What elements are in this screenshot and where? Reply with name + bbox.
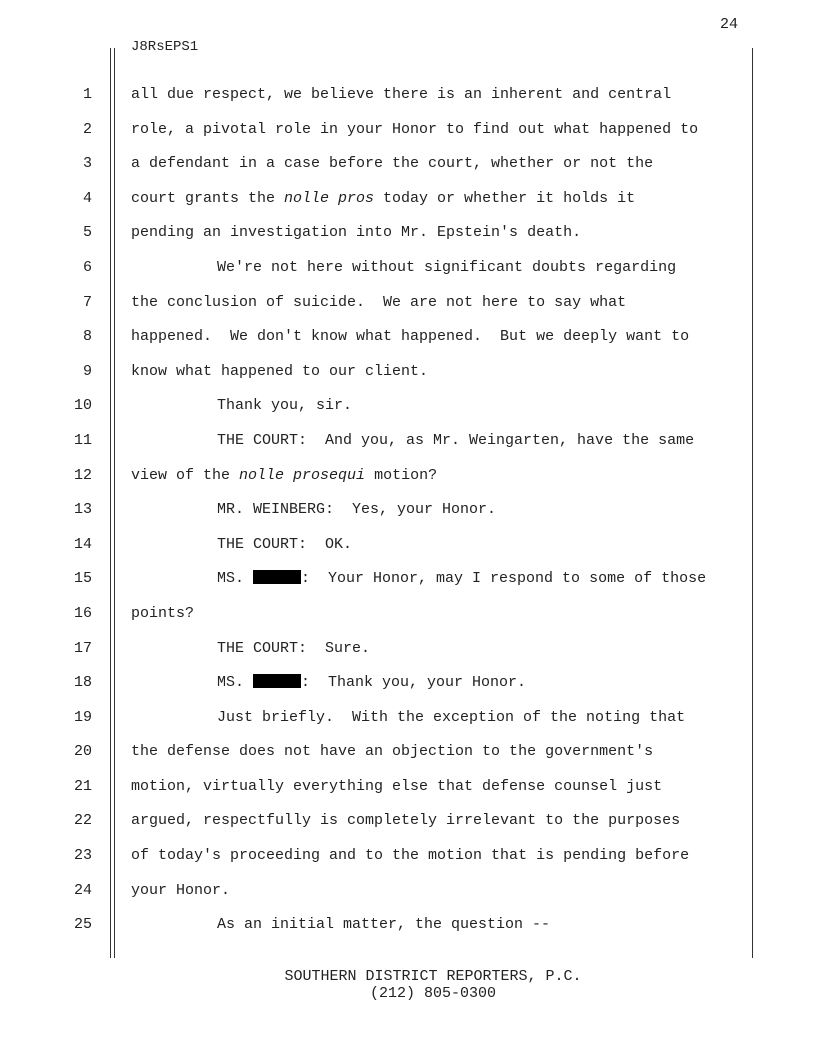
text-run: Thank you, sir.	[217, 397, 353, 415]
line-text	[131, 601, 194, 627]
transcript-line	[0, 670, 816, 705]
text-run: view of the	[131, 466, 240, 484]
line-text	[131, 670, 526, 696]
transcript-line	[0, 255, 816, 290]
line-number: 21	[73, 777, 92, 795]
line-text	[131, 463, 437, 489]
page-number: 24	[719, 16, 738, 33]
transcript-line	[0, 601, 816, 636]
transcript-line	[0, 497, 816, 532]
transcript-line	[0, 808, 816, 843]
line-number: 20	[73, 743, 92, 761]
text-run: today or whether it holds it	[374, 189, 636, 207]
footer-phone: (212) 805-0300	[369, 985, 497, 1002]
line-number: 23	[73, 847, 92, 865]
transcript-line	[0, 774, 816, 809]
transcript-line	[0, 220, 816, 255]
text-run: : Thank you, your Honor.	[301, 674, 527, 692]
line-number: 25	[73, 916, 92, 934]
line-text	[131, 428, 694, 454]
line-number: 19	[73, 708, 92, 726]
text-run: argued, respectfully is completely irrelevant to the purposes	[131, 812, 681, 830]
line-number: 13	[73, 501, 92, 519]
line-number: 8	[82, 328, 92, 346]
footer-reporter-name: SOUTHERN DISTRICT REPORTERS, P.C.	[284, 968, 582, 985]
line-text	[131, 82, 671, 108]
text-run: role, a pivotal role in your Honor to find out what happened to	[131, 120, 699, 138]
transcript-line	[0, 705, 816, 740]
line-number: 4	[82, 189, 92, 207]
transcript-line	[0, 566, 816, 601]
line-text	[131, 878, 230, 904]
line-text	[131, 739, 653, 765]
text-run: THE COURT: Sure.	[217, 639, 371, 657]
line-text	[131, 186, 635, 212]
line-number: 5	[82, 224, 92, 242]
line-number: 22	[73, 812, 92, 830]
document-id: J8RsEPS1	[131, 39, 199, 55]
transcript-line	[0, 82, 816, 117]
italic-term: nolle pros	[284, 189, 375, 207]
line-number: 10	[73, 397, 92, 415]
text-run: all due respect, we believe there is an inherent and central	[131, 86, 672, 103]
transcript-line	[0, 186, 816, 221]
line-text	[131, 532, 352, 558]
line-text	[131, 359, 428, 385]
text-run: MS.	[217, 570, 254, 588]
transcript-line	[0, 739, 816, 774]
text-run: As an initial matter, the question --	[217, 916, 551, 934]
text-run: THE COURT: And you, as Mr. Weingarten, have the same	[217, 431, 695, 449]
line-text	[131, 774, 662, 800]
italic-term: nolle prosequi	[239, 466, 366, 484]
line-number: 18	[73, 674, 92, 692]
transcript-line	[0, 428, 816, 463]
footer	[0, 968, 816, 1002]
transcript-line	[0, 532, 816, 567]
transcript-line	[0, 290, 816, 325]
line-text	[131, 566, 706, 592]
line-number: 6	[82, 258, 92, 276]
text-run: happened. We don't know what happened. But we deeply want to	[131, 328, 690, 346]
redaction-block	[253, 674, 301, 688]
text-run: THE COURT: OK.	[217, 535, 353, 553]
line-text	[131, 290, 626, 316]
line-number: 11	[73, 431, 92, 449]
line-text	[131, 220, 581, 246]
text-run: : Your Honor, may I respond to some of those	[301, 570, 707, 588]
line-text	[131, 151, 653, 177]
text-run: a defendant in a case before the court, whether or not the	[131, 155, 654, 173]
line-text	[131, 808, 680, 834]
transcript-line	[0, 359, 816, 394]
line-number: 24	[73, 881, 92, 899]
text-run: points?	[131, 604, 195, 622]
line-text	[131, 912, 550, 938]
text-run: the defense does not have an objection to the government's	[131, 743, 654, 761]
line-number: 3	[82, 155, 92, 173]
text-run: your Honor.	[131, 881, 231, 899]
transcript-line	[0, 151, 816, 186]
line-text	[131, 843, 689, 869]
line-text	[131, 705, 685, 731]
text-run: MR. WEINBERG: Yes, your Honor.	[217, 501, 497, 519]
line-number: 9	[82, 362, 92, 380]
transcript-line	[0, 912, 816, 947]
transcript-line	[0, 843, 816, 878]
line-text	[131, 393, 352, 419]
line-number: 17	[73, 639, 92, 657]
line-number: 12	[73, 466, 92, 484]
text-run: We're not here without significant doubts regarding	[217, 258, 677, 276]
line-text	[131, 497, 496, 523]
line-text	[131, 117, 698, 143]
line-number: 14	[73, 535, 92, 553]
transcript-line	[0, 878, 816, 913]
line-number: 2	[82, 120, 92, 138]
line-text	[131, 636, 370, 662]
transcript-line	[0, 463, 816, 498]
line-number: 16	[73, 604, 92, 622]
transcript-line	[0, 636, 816, 671]
line-number: 15	[73, 570, 92, 588]
line-number: 7	[82, 293, 92, 311]
transcript-line	[0, 393, 816, 428]
transcript-line	[0, 324, 816, 359]
text-run: motion?	[365, 466, 438, 484]
text-run: motion, virtually everything else that defense counsel just	[131, 777, 663, 795]
redaction-block	[253, 570, 301, 584]
text-run: Just briefly. With the exception of the noting that	[217, 708, 686, 726]
text-run: the conclusion of suicide. We are not here to say what	[131, 293, 627, 311]
transcript-line	[0, 117, 816, 152]
transcript-lines	[0, 82, 816, 947]
line-text	[131, 324, 689, 350]
line-text	[131, 255, 676, 281]
text-run: pending an investigation into Mr. Epstein's death.	[131, 224, 582, 242]
text-run: of today's proceeding and to the motion that is pending before	[131, 847, 690, 865]
text-run: know what happened to our client.	[131, 362, 429, 380]
text-run: court grants the	[131, 189, 285, 207]
text-run: MS.	[217, 674, 254, 692]
line-number: 1	[82, 86, 92, 103]
